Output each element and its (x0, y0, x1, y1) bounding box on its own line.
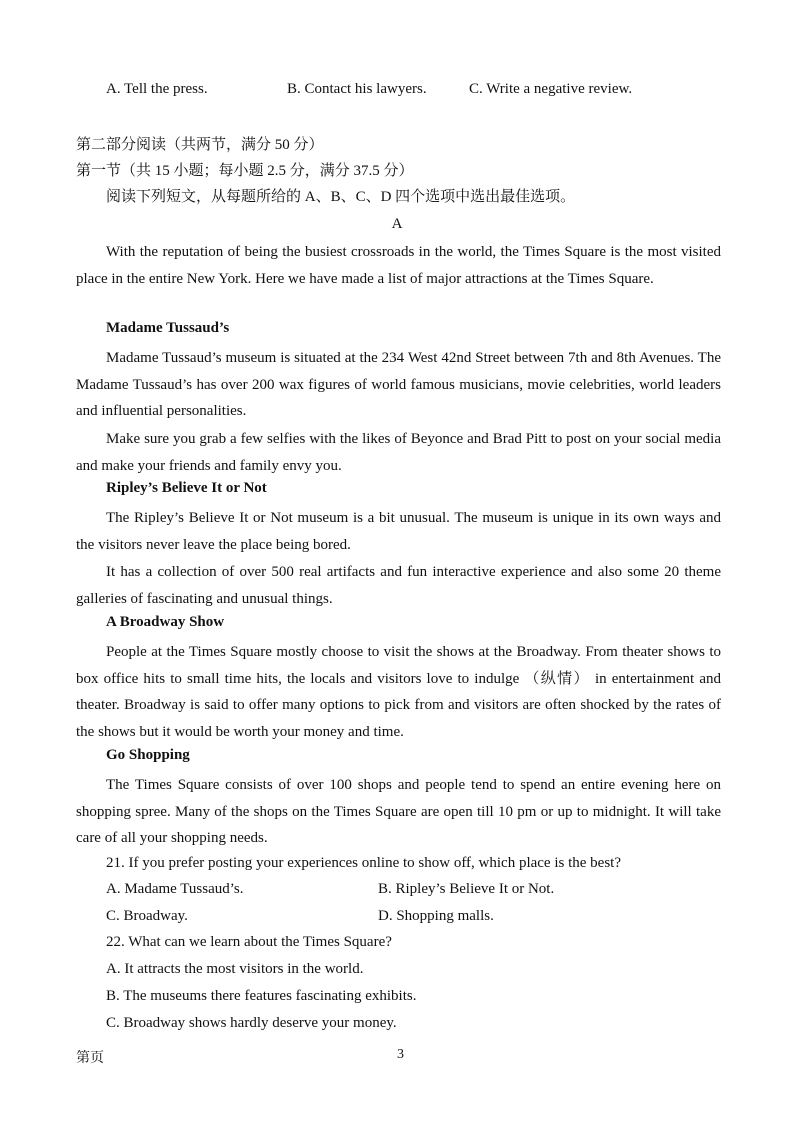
question-22-option-c: C. Broadway shows hardly deserve your money. (106, 1015, 397, 1031)
paragraph-text: Make sure you grab a few selfies with the likes of Beyonce and Brad Pitt to post on your social media and make your friends and family envy you. (76, 431, 721, 474)
question-21-option-c: C. Broadway. (106, 908, 188, 924)
heading-ripleys: Ripley’s Believe It or Not (106, 480, 267, 496)
question-22-option-b: B. The museums there features fascinating exhibits. (106, 988, 417, 1004)
part-title: 第二部分阅读（共两节，满分 50 分） (76, 137, 324, 153)
previous-question-options (106, 81, 726, 103)
question-21: 21. If you prefer posting your experiences online to show off, which place is the best? (106, 855, 621, 871)
paragraph-text: People at the Times Square mostly choose to visit the shows at the Broadway. From theater shows to box office hits to small time hits, the locals and visitors love to indulge （纵情） in entertainment and theater. Broadway is said to offer many options to pick from and visitors are often shocked by the rates of the shows but it would be worth your money and time. (76, 644, 721, 741)
paragraph-text: The Ripley’s Believe It or Not museum is a bit unusual. The museum is unique in its own ways and the visitors never leave the place being bored. (76, 510, 721, 553)
paragraph-text: The Times Square consists of over 100 shops and people tend to spend an entire evening here on shopping spree. Many of the shops on the Times Square are open till 10 pm or up to midnight. It will take care of all your shopping needs. (76, 777, 721, 847)
paragraph-ripleys-2 (76, 559, 721, 612)
option-a: A. Tell the press. (106, 81, 208, 97)
footer-page-number: 3 (397, 1047, 404, 1062)
paragraph-shopping (76, 772, 721, 852)
paragraph-madame-1 (76, 345, 721, 425)
passage-intro (76, 239, 721, 292)
question-21-option-d: D. Shopping malls. (378, 908, 494, 924)
question-22: 22. What can we learn about the Times Square? (106, 934, 392, 950)
option-b: B. Contact his lawyers. (287, 81, 427, 97)
instruction: 阅读下列短文，从每题所给的 A、B、C、D 四个选项中选出最佳选项。 (106, 189, 576, 205)
question-21-option-b: B. Ripley’s Believe It or Not. (378, 881, 555, 897)
paragraph-ripleys-1 (76, 505, 721, 558)
paragraph-broadway (76, 639, 721, 746)
section-title: 第一节（共 15 小题；每小题 2.5 分，满分 37.5 分） (76, 163, 414, 179)
heading-broadway: A Broadway Show (106, 614, 225, 630)
intro-text: With the reputation of being the busiest crossroads in the world, the Times Square is the most visited place in the entire New York. Here we have made a list of major attractions at the Times Square. (76, 244, 721, 287)
paragraph-text: Madame Tussaud’s museum is situated at the 234 West 42nd Street between 7th and 8th Avenues. The Madame Tussaud’s has over 200 wax figures of world famous musicians, movie celebrities, world leaders and influential personalities. (76, 350, 721, 420)
footer-page-label: 第页 (76, 1051, 104, 1066)
paragraph-text: It has a collection of over 500 real artifacts and fun interactive experience and also some 20 theme galleries of fascinating and unusual things. (76, 564, 721, 607)
heading-shopping: Go Shopping (106, 747, 190, 763)
question-21-option-a: A. Madame Tussaud’s. (106, 881, 244, 897)
passage-letter: A (391, 216, 403, 232)
heading-madame-tussauds: Madame Tussaud’s (106, 320, 230, 336)
option-c: C. Write a negative review. (469, 81, 633, 97)
paragraph-madame-2 (76, 426, 721, 479)
question-22-option-a: A. It attracts the most visitors in the world. (106, 961, 364, 977)
